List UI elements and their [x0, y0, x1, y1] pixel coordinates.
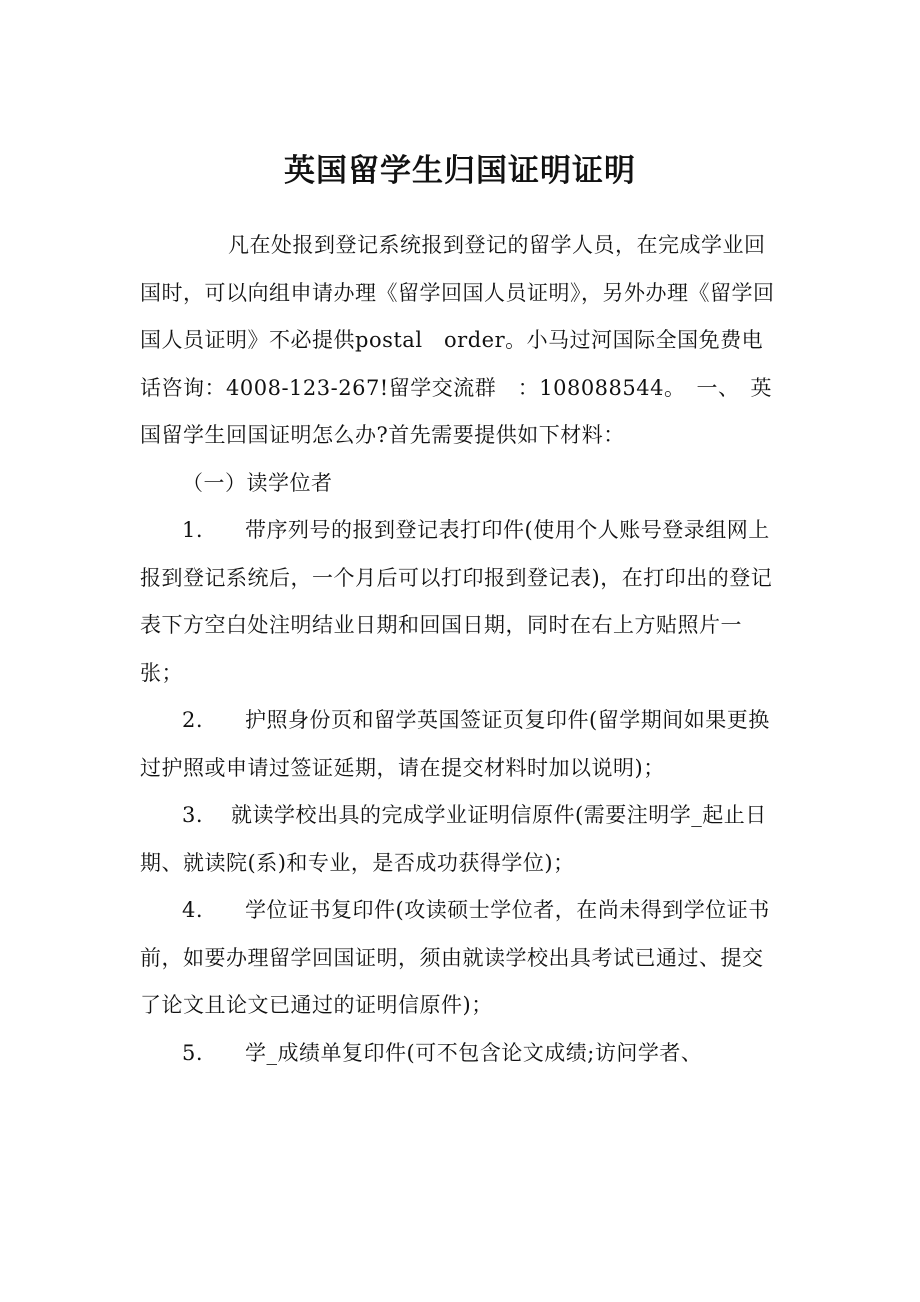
- list-item: [140, 887, 780, 1030]
- list-item: [140, 697, 780, 792]
- document-body: [140, 222, 780, 1077]
- item-text: 学位证书复印件(攻读硕士学位者，在尚未得到学位证书前，如要办理留学回国证明，须由就读学校出具考试已通过、提交了论文且论文已通过的证明信原件)；: [140, 898, 770, 1017]
- section-heading: （一）读学位者: [182, 470, 333, 495]
- intro-paragraph: 凡在处报到登记系统报到登记的留学人员，在完成学业回国时，可以向组申请办理《留学回国人员证明》，另外办理《留学回国人员证明》不必提供postal order。小马过河国际全国免费电话咨询：4008-123-267!留学交流群 ：108088544。 一、 英国留学生回国证明怎么办?首先需要提供如下材料：: [140, 233, 775, 447]
- list-item: [140, 1030, 780, 1078]
- list-item: [140, 507, 780, 697]
- item-number: 3.: [182, 803, 204, 827]
- item-text: 带序列号的报到登记表打印件(使用个人账号登录组网上报到登记系统后，一个月后可以打印报到登记表)，在打印出的登记表下方空白处注明结业日期和回国日期，同时在右上方贴照片一张；: [140, 518, 773, 685]
- item-text: 就读学校出具的完成学业证明信原件(需要注明学_起止日期、就读院(系)和专业，是否成功获得学位)；: [140, 803, 767, 875]
- item-number: 4.: [182, 898, 204, 922]
- item-number: 1.: [182, 518, 204, 542]
- item-number: 2.: [182, 708, 204, 732]
- item-number: 5.: [182, 1040, 204, 1065]
- list-item: [140, 792, 780, 887]
- document-title: 英国留学生归国证明证明: [284, 153, 636, 189]
- item-text: 护照身份页和留学英国签证页复印件(留学期间如果更换过护照或申请过签证延期，请在提交材料时加以说明)；: [140, 708, 770, 780]
- item-text: 学_成绩单复印件(可不包含论文成绩;访问学者、: [245, 1040, 703, 1065]
